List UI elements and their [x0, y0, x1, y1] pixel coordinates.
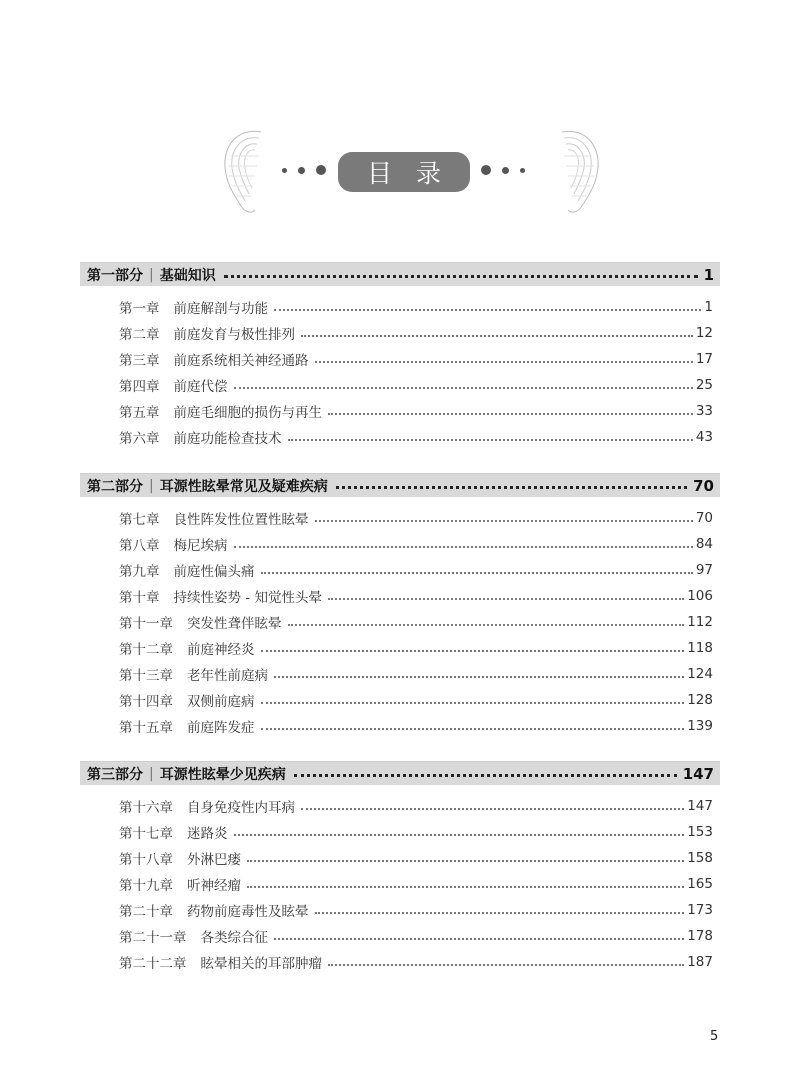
dot-leader [261, 650, 685, 652]
dot-leader [261, 702, 685, 704]
chapter-page: 178 [687, 928, 713, 944]
chapter-page: 17 [695, 351, 713, 367]
part-page: 1 [703, 265, 714, 284]
chapter-page: 43 [695, 429, 713, 445]
chapter-page: 97 [695, 562, 713, 578]
chapter-page: 165 [687, 876, 713, 892]
chapter-page: 128 [687, 692, 713, 708]
chapter-title: 迷路炎 [187, 826, 228, 842]
part-title: 耳源性眩晕常见及疑难疾病 [159, 478, 328, 495]
chapter-number: 第十一章 [119, 616, 173, 632]
chapter-page: 1 [704, 299, 713, 315]
chapter-page: 25 [695, 377, 713, 393]
chapter-row[interactable] [119, 560, 713, 580]
chapter-row[interactable] [119, 427, 713, 447]
dot-leader [315, 520, 693, 522]
chapter-title: 前庭功能检查技术 [173, 431, 282, 447]
dot-leader [224, 275, 698, 278]
chapter-number: 第三章 [119, 353, 160, 369]
chapter-number: 第十六章 [119, 800, 173, 816]
chapter-title: 外淋巴瘘 [187, 852, 241, 868]
chapter-title: 前庭神经炎 [187, 642, 255, 658]
chapter-title: 前庭发育与极性排列 [173, 327, 295, 343]
dot-leader [234, 387, 693, 389]
dot-leader [288, 439, 693, 441]
chapter-number: 第八章 [119, 538, 160, 554]
chapter-title: 前庭解剖与功能 [173, 301, 268, 317]
part-label: 第三部分 [87, 766, 143, 783]
dot [481, 165, 491, 175]
chapter-row[interactable] [119, 401, 713, 421]
chapter-row[interactable] [119, 664, 713, 684]
chapter-page: 158 [687, 850, 713, 866]
chapter-row[interactable] [119, 926, 713, 946]
dot-leader [315, 912, 685, 914]
part-title: 基础知识 [159, 267, 216, 284]
part-heading[interactable] [80, 761, 720, 785]
dot-leader [234, 834, 685, 836]
chapter-title: 梅尼埃病 [173, 538, 228, 554]
right-dots-decoration [481, 165, 525, 175]
separator: | [149, 266, 154, 283]
part-title: 耳源性眩晕少见疾病 [159, 766, 286, 783]
chapter-page: 70 [695, 510, 713, 526]
dot [520, 168, 525, 173]
chapter-title: 良性阵发性位置性眩晕 [173, 512, 309, 528]
chapter-title: 眩晕相关的耳部肿瘤 [200, 956, 322, 972]
dot [282, 168, 287, 173]
chapter-title: 持续性姿势 - 知觉性头晕 [173, 590, 322, 606]
dot-leader [274, 676, 684, 678]
chapter-row[interactable] [119, 690, 713, 710]
chapter-page: 112 [687, 614, 713, 630]
dot-leader [247, 886, 684, 888]
chapter-title: 突发性聋伴眩晕 [187, 616, 282, 632]
chapter-page: 147 [687, 798, 713, 814]
dot-leader [328, 964, 684, 966]
left-dots-decoration [282, 165, 326, 175]
chapter-number: 第二十一章 [119, 930, 187, 946]
part-page: 147 [682, 764, 714, 783]
chapter-row[interactable] [119, 716, 713, 736]
chapter-number: 第十三章 [119, 668, 173, 684]
right-ear-icon [544, 126, 604, 216]
chapter-row[interactable] [119, 952, 713, 972]
chapter-title: 前庭性偏头痛 [173, 564, 255, 580]
chapter-row[interactable] [119, 297, 713, 317]
chapter-number: 第六章 [119, 431, 160, 447]
part-heading[interactable] [80, 473, 720, 497]
dot-leader [301, 335, 693, 337]
dot-leader [315, 361, 693, 363]
part-label: 第一部分 [87, 267, 143, 284]
chapter-number: 第四章 [119, 379, 160, 395]
chapter-row[interactable] [119, 900, 713, 920]
dot [316, 165, 326, 175]
chapter-number: 第十章 [119, 590, 160, 606]
dot-leader [274, 309, 701, 311]
chapter-page: 124 [687, 666, 713, 682]
page-title: 目录 [338, 152, 470, 192]
chapter-row[interactable] [119, 534, 713, 554]
chapter-page: 173 [687, 902, 713, 918]
chapter-title: 药物前庭毒性及眩晕 [187, 904, 309, 920]
chapter-number: 第七章 [119, 512, 160, 528]
chapter-title: 前庭阵发症 [187, 720, 255, 736]
chapter-title: 前庭毛细胞的损伤与再生 [173, 405, 322, 421]
chapter-title: 听神经瘤 [187, 878, 241, 894]
chapter-title: 各类综合征 [200, 930, 268, 946]
chapter-title: 老年性前庭病 [187, 668, 268, 684]
dot-leader [328, 413, 693, 415]
part-label: 第二部分 [87, 478, 143, 495]
dot-leader [294, 774, 677, 777]
chapter-row[interactable] [119, 638, 713, 658]
chapter-title: 自身免疫性内耳病 [187, 800, 295, 816]
chapter-row[interactable] [119, 586, 713, 606]
chapter-title: 前庭系统相关神经通路 [173, 353, 309, 369]
chapter-title: 双侧前庭病 [187, 694, 255, 710]
separator: | [149, 477, 154, 494]
dot-leader [261, 572, 693, 574]
chapter-number: 第十七章 [119, 826, 173, 842]
page-number: 5 [710, 1029, 719, 1044]
dot-leader [274, 938, 684, 940]
chapter-number: 第十五章 [119, 720, 173, 736]
chapter-row[interactable] [119, 349, 713, 369]
chapter-row[interactable] [119, 796, 713, 816]
dot [502, 167, 509, 174]
chapter-page: 139 [687, 718, 713, 734]
chapter-row[interactable] [119, 508, 713, 528]
chapter-number: 第十八章 [119, 852, 173, 868]
dot-leader [336, 486, 687, 489]
dot-leader [261, 728, 685, 730]
dot-leader [328, 598, 684, 600]
chapter-row[interactable] [119, 848, 713, 868]
chapter-number: 第十四章 [119, 694, 173, 710]
chapter-row[interactable] [119, 822, 713, 842]
dot-leader [247, 860, 684, 862]
dot-leader [301, 808, 684, 810]
chapter-number: 第十九章 [119, 878, 173, 894]
chapter-number: 第五章 [119, 405, 160, 421]
chapter-number: 第十二章 [119, 642, 173, 658]
chapter-title: 前庭代偿 [173, 379, 228, 395]
chapter-page: 118 [687, 640, 713, 656]
dot-leader [234, 546, 693, 548]
chapter-page: 12 [695, 325, 713, 341]
chapter-page: 33 [695, 403, 713, 419]
left-ear-icon [219, 126, 279, 216]
dot-leader [288, 624, 685, 626]
chapter-page: 187 [687, 954, 713, 970]
part-page: 70 [693, 476, 714, 495]
chapter-page: 84 [695, 536, 713, 552]
separator: | [149, 765, 154, 782]
chapter-page: 106 [687, 588, 713, 604]
chapter-number: 第二章 [119, 327, 160, 343]
chapter-row[interactable] [119, 375, 713, 395]
chapter-number: 第九章 [119, 564, 160, 580]
chapter-number: 第一章 [119, 301, 160, 317]
chapter-number: 第二十章 [119, 904, 173, 920]
chapter-row[interactable] [119, 323, 713, 343]
chapter-row[interactable] [119, 874, 713, 894]
chapter-number: 第二十二章 [119, 956, 187, 972]
chapter-row[interactable] [119, 612, 713, 632]
part-heading[interactable] [80, 262, 720, 286]
dot [298, 167, 305, 174]
chapter-page: 153 [687, 824, 713, 840]
